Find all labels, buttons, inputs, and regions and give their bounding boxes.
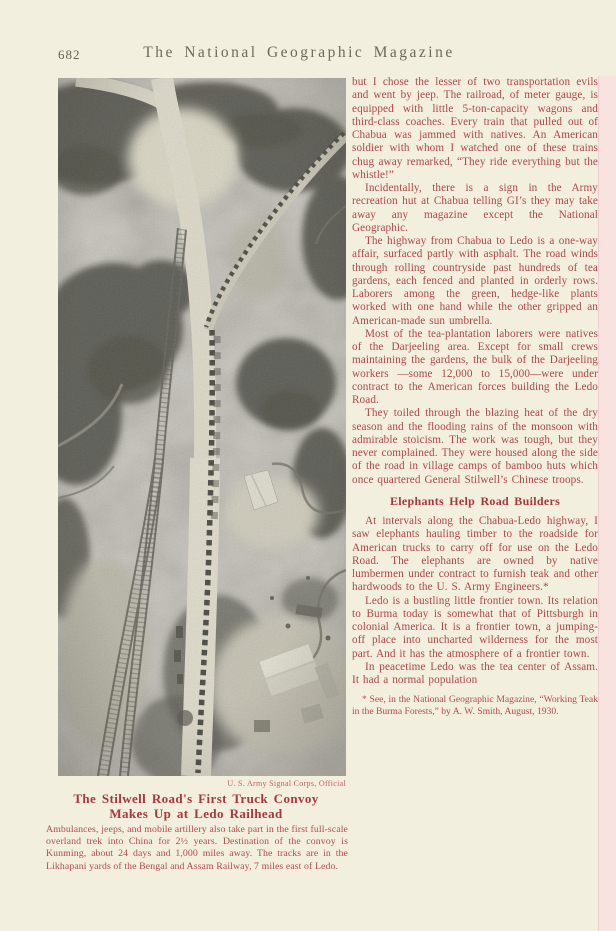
article-paragraph: Ledo is a bustling little frontier town. Its relation to Burma today is somewhat that of Pittsburgh in colonial America. It is a frontier town, a jumping-off place into uncharted wilderness for the most part. And it has the atmosphere of a frontier town. (352, 594, 598, 660)
magazine-title: The National Geographic Magazine (143, 44, 455, 61)
adjacent-page-edge (598, 76, 616, 931)
article-column (352, 76, 598, 717)
article-paragraph: In peacetime Ledo was the tea center of Assam. It had a normal population (352, 660, 598, 686)
aerial-photo-art (58, 78, 346, 776)
page-number: 682 (58, 47, 81, 62)
article-paragraph: Most of the tea-plantation laborers were natives of the Darjeeling area. Except for small crews maintaining the gardens, the bulk of the Darjeeling workers —some 12,000 to 15,000—were under contract to the American forces building the Ledo Road. (352, 327, 598, 406)
section-heading: Elephants Help Road Builders (389, 493, 561, 508)
photo-credit: U. S. Army Signal Corps, Official (227, 779, 346, 788)
article-paragraph: They toiled through the blazing heat of the dry season and the flooding rains of the monsoon with admirable stoicism. The work was tough, but they never complained. They were housed along the side of the road in village camps of bamboo huts which once quartered General Stilwell’s Chinese troops. (352, 407, 598, 486)
caption-title-line2: Makes Up at Ledo Railhead (109, 806, 283, 821)
caption-title-line1: The Stilwell Road's First Truck Convoy (73, 791, 319, 806)
article-paragraph: At intervals along the Chabua-Ledo highway, I saw elephants hauling timber to the roadside for American trucks to carry off for use on the Ledo Road. The elephants are owned by native lumbermen under contract to furnish teak and other hardwoods to the U. S. Army Engineers.* (352, 515, 598, 594)
photo-caption-title (40, 791, 352, 821)
aerial-photo (58, 78, 346, 776)
article-paragraph: Incidentally, there is a sign in the Army recreation hut at Chabua telling GI’s they may take away any magazine except the National Geographic. (352, 182, 598, 234)
footnote: * See, in the National Geographic Magazine, “Working Teak in the Burma Forests,” by A. W. Smith, August, 1930. (352, 694, 598, 717)
page-header (0, 44, 598, 66)
article-paragraph: The highway from Chabua to Ledo is a one-way affair, surfaced partly with asphalt. The road winds through rolling countryside past hundreds of tea gardens, each fenced and planted in orderly rows. Laborers among the green, hedge-like plants worked with one hand while the other gripped an American-made sun umbrella. (352, 235, 598, 327)
photo-caption-body: Ambulances, jeeps, and mobile artillery also take part in the first full-scale overland trek into China for 2½ years. Destination of the convoy is Kunming, about 24 days and 1,000 miles away. The tracks are in the Likhapani yards of the Bengal and Assam Railway, 7 miles east of Ledo. (46, 824, 348, 872)
article-paragraph: but I chose the lesser of two transportation evils and went by jeep. The railroad, of meter gauge, is equipped with little 5-ton-capacity wagons and third-class coaches. Every train that pulled out of Chabua was jammed with natives. An American soldier with whom I watched one of these trains chug away remarked, “They ride everything but the whistle!” (352, 76, 598, 181)
